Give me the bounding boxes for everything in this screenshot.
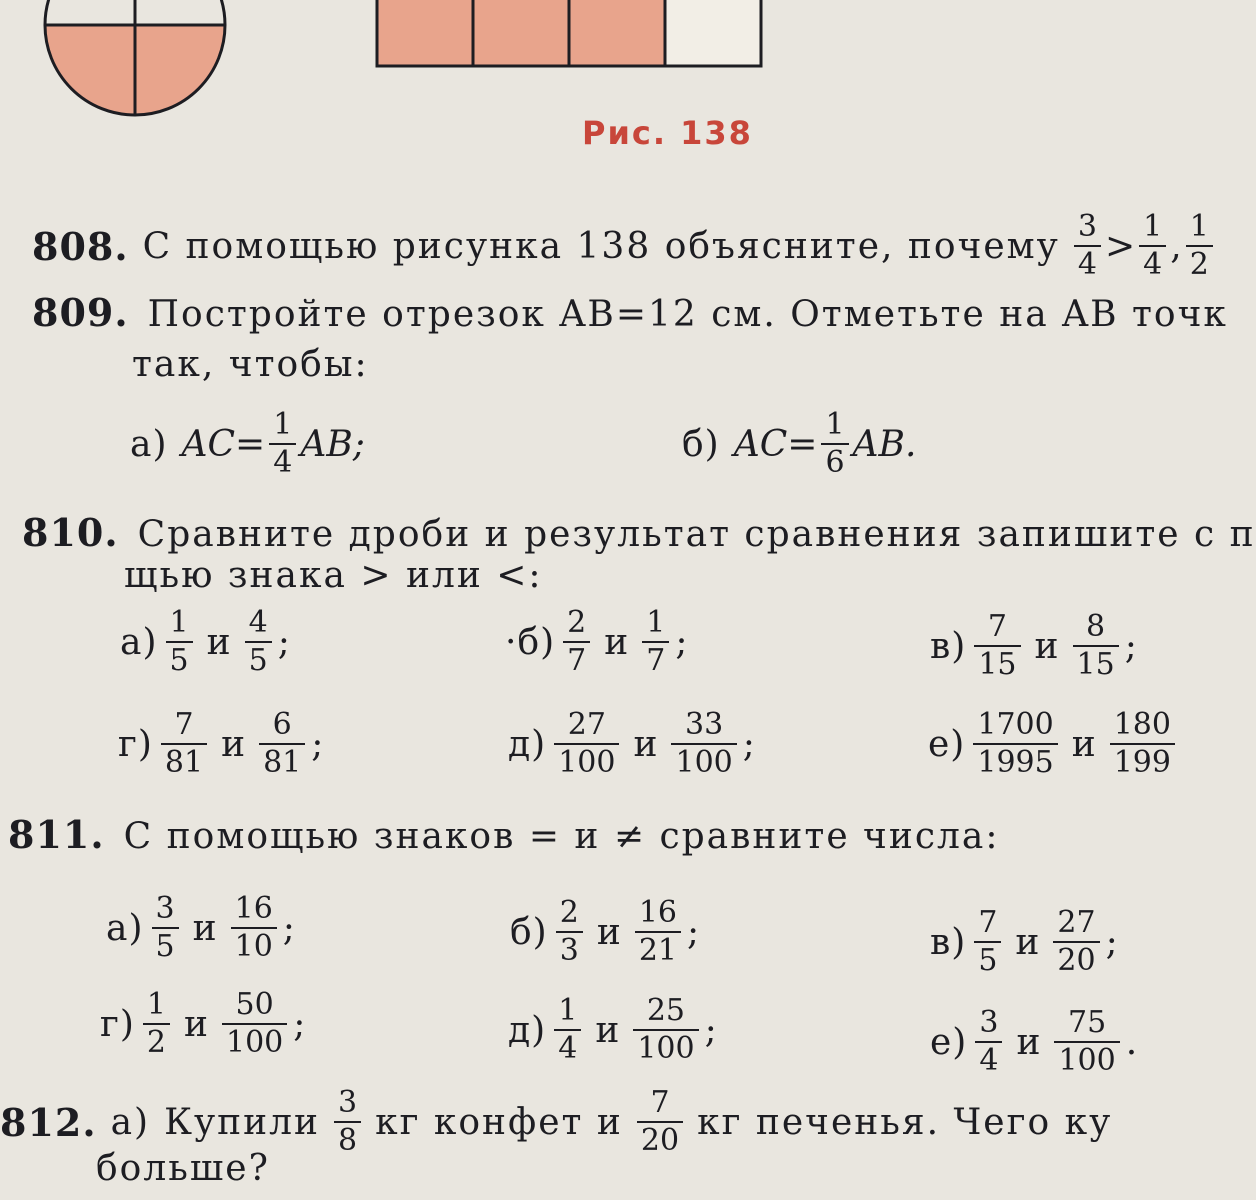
problem-text: Сравните дроби и результат сравнения запишите с п [137, 514, 1256, 555]
fraction: $\frac{6}{81}$ [259, 710, 305, 778]
fraction: $\frac{1}{4}$ [1139, 212, 1166, 280]
punctuation: ; [1105, 921, 1118, 963]
fraction: $\frac{3}{4}$ [975, 1008, 1002, 1076]
fraction: $\frac{25}{100}$ [633, 996, 698, 1064]
problem-number: 810. [22, 510, 119, 555]
task-809-b: б) AC= $\frac{1}{6}$ AB. [682, 407, 917, 480]
fraction: $\frac{180}{199}$ [1110, 710, 1175, 778]
conjunction: и [206, 621, 231, 663]
fraction: $\frac{1}{7}$ [642, 608, 669, 676]
fraction: $\frac{3}{4}$ [1074, 212, 1101, 280]
fraction: $\frac{16}{10}$ [231, 894, 277, 962]
fraction: $\frac{1}{5}$ [166, 608, 193, 676]
comparison-item [930, 609, 1137, 682]
item-label: е) [930, 1021, 968, 1063]
problem-808 [32, 209, 1217, 282]
fraction: $\frac{16}{21}$ [635, 898, 681, 966]
fraction: $\frac{50}{100}$ [222, 990, 287, 1058]
problem-text-line2: больше? [96, 1148, 270, 1189]
problem-text: Постройте отрезок AB=12 см. Отметьте на AB точк [147, 294, 1228, 335]
greater-sign: > [1104, 225, 1136, 267]
conjunction: и [1015, 921, 1040, 963]
comparison-item [118, 707, 324, 780]
conjunction: и [221, 723, 246, 765]
fraction: $\frac{3}{8}$ [334, 1088, 361, 1156]
fraction: $\frac{7}{81}$ [161, 710, 207, 778]
comparison-item [930, 905, 1118, 978]
problem-text: С помощью рисунка 138 объясните, почему [142, 225, 1060, 267]
comma: , [1170, 225, 1182, 267]
conjunction: и [596, 911, 621, 953]
punctuation: ; [1124, 625, 1137, 667]
fraction: $\frac{1}{2}$ [143, 990, 170, 1058]
problem-text-line2: так, чтобы: [132, 344, 369, 385]
punctuation: . [1125, 1021, 1138, 1063]
fraction: $\frac{7}{5}$ [974, 908, 1001, 976]
fraction: $\frac{7}{15}$ [974, 612, 1020, 680]
fraction: $\frac{8}{15}$ [1073, 612, 1119, 680]
fraction: $\frac{1}{2}$ [1186, 212, 1213, 280]
item-label: д) [508, 1009, 547, 1051]
comparison-item [508, 707, 755, 780]
comparison-item [100, 987, 306, 1060]
punctuation: ; [311, 723, 324, 765]
fraction: $\frac{1}{4}$ [554, 996, 581, 1064]
fraction: $\frac{1}{6}$ [821, 410, 848, 478]
fraction: $\frac{7}{20}$ [637, 1088, 683, 1156]
problem-number: 808. [32, 223, 129, 269]
problem-810 [22, 510, 1256, 555]
item-label: г) [100, 1003, 135, 1045]
problem-811 [8, 812, 999, 857]
punctuation: ; [675, 621, 688, 663]
problem-812: 812. а) Купили $\frac{3}{8}$ кг конфет и $\frac{7}{20}$ кг печенья. Чего ку [0, 1085, 1113, 1158]
punctuation: ; [704, 1009, 717, 1051]
problem-number: 812. [0, 1099, 97, 1145]
comparison-item [106, 891, 295, 964]
problem-text-line2: щью знака > или <: [124, 555, 543, 596]
conjunction: и [595, 1009, 620, 1051]
punctuation: ; [293, 1003, 306, 1045]
problem-809 [32, 290, 1228, 335]
conjunction: и [184, 1003, 208, 1045]
item-label: ·б) [505, 621, 556, 663]
fraction-rectangle-figure [375, 0, 775, 70]
conjunction: и [633, 723, 658, 765]
comparison-item [508, 993, 717, 1066]
fraction: $\frac{33}{100}$ [671, 710, 736, 778]
fraction: $\frac{27}{100}$ [554, 710, 619, 778]
item-label: в) [930, 625, 967, 667]
item-label: в) [930, 921, 967, 963]
item-label: г) [118, 723, 153, 765]
fraction: $\frac{1700}{1995}$ [973, 710, 1057, 778]
conjunction: и [604, 621, 629, 663]
comparison-item [505, 605, 688, 678]
item-label: д) [508, 723, 547, 765]
fraction: $\frac{3}{5}$ [152, 894, 179, 962]
comparison-item [510, 895, 700, 968]
comparison-item [928, 707, 1181, 780]
problem-text: С помощью знаков = и ≠ сравните числа: [123, 816, 1000, 857]
comparison-item [930, 1005, 1138, 1078]
punctuation: ; [282, 907, 295, 949]
conjunction: и [1034, 625, 1059, 667]
fraction-circle-figure [40, 0, 230, 120]
punctuation: ; [742, 723, 755, 765]
fraction: $\frac{75}{100}$ [1054, 1008, 1119, 1076]
fraction: $\frac{4}{5}$ [245, 608, 272, 676]
conjunction: и [1071, 723, 1096, 765]
punctuation: ; [277, 621, 290, 663]
problem-number: 811. [8, 812, 105, 857]
punctuation: ; [687, 911, 700, 953]
conjunction: и [192, 907, 217, 949]
item-label: а) [106, 907, 144, 949]
fraction: $\frac{1}{4}$ [269, 410, 296, 478]
comparison-item [120, 605, 290, 678]
figure-caption: Рис. 138 [582, 114, 753, 152]
item-label: б) [510, 911, 548, 953]
task-809-a: а) AC= $\frac{1}{4}$ AB; [130, 407, 365, 480]
item-label: е) [928, 723, 966, 765]
item-label: а) [120, 621, 158, 663]
fraction: $\frac{2}{3}$ [556, 898, 583, 966]
fraction: $\frac{2}{7}$ [563, 608, 590, 676]
conjunction: и [1016, 1021, 1041, 1063]
fraction: $\frac{27}{20}$ [1053, 908, 1099, 976]
problem-number: 809. [32, 290, 129, 335]
